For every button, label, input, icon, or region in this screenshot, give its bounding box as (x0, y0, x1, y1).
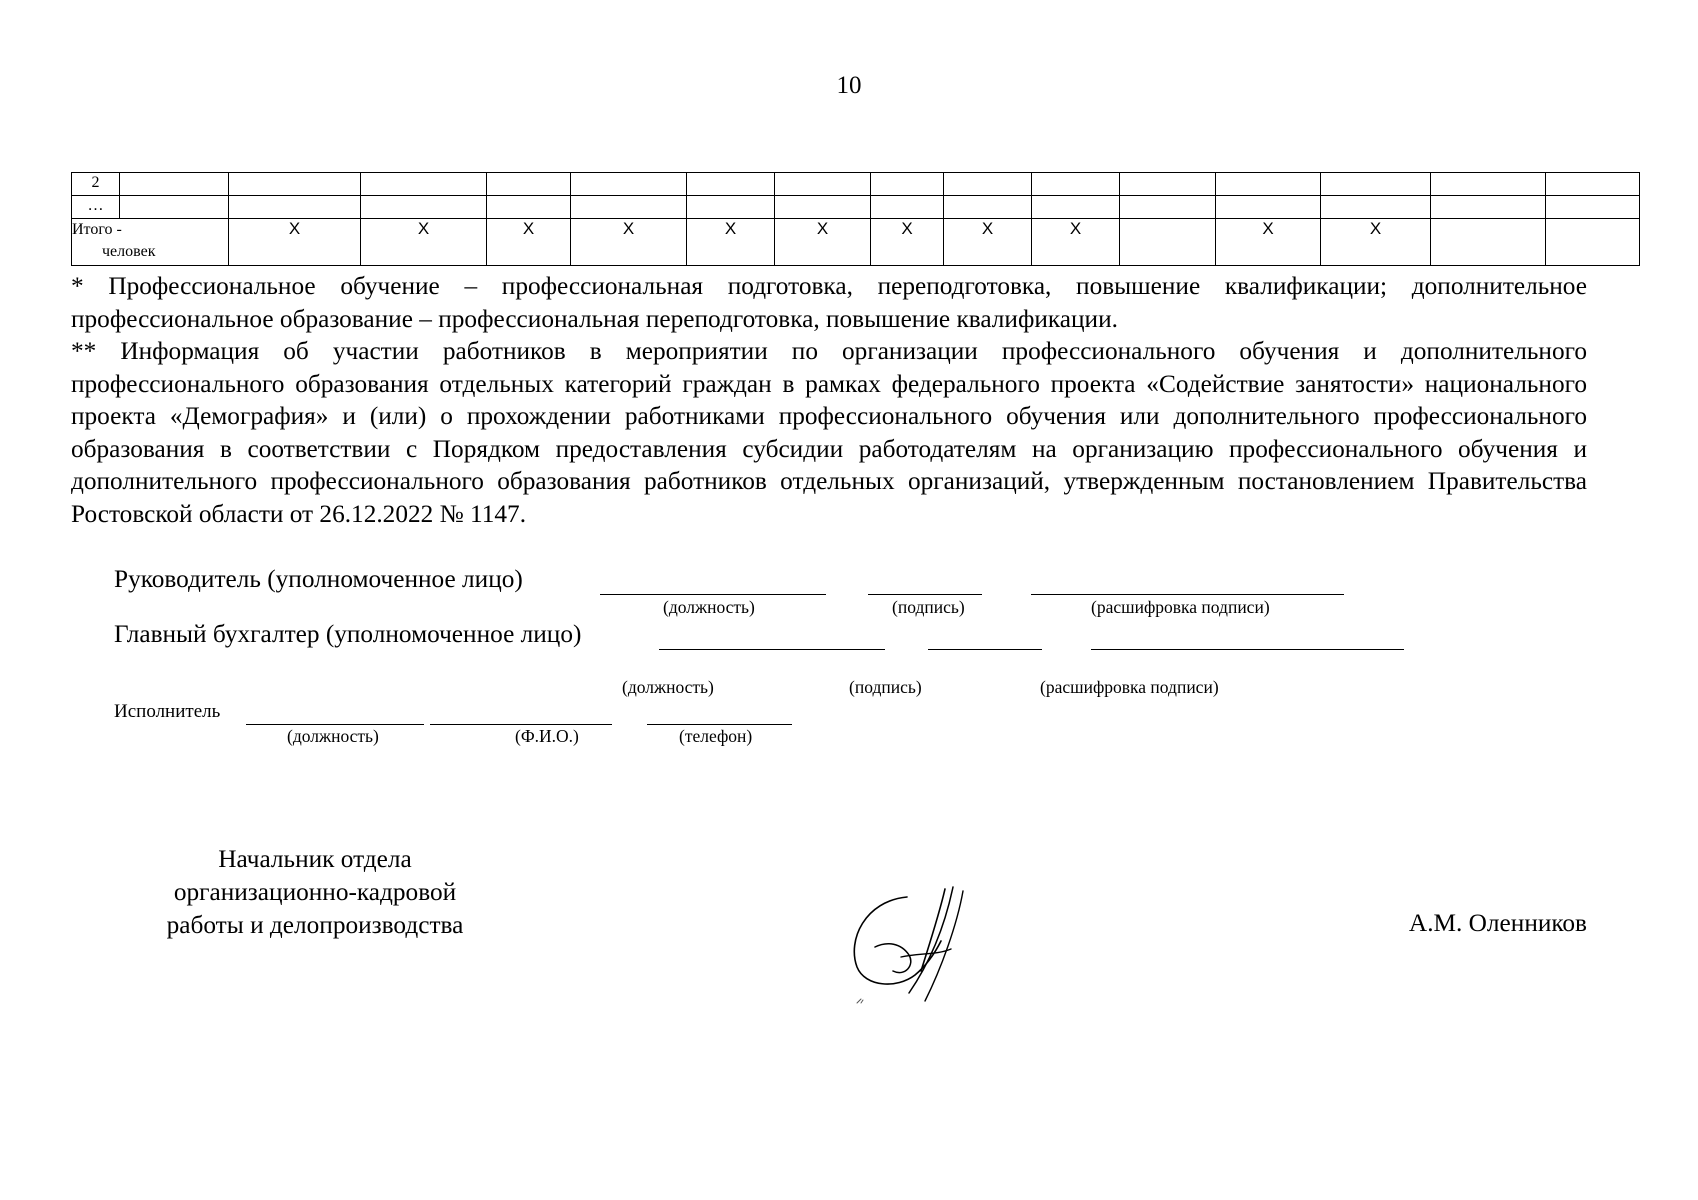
executor-position-caption: (должность) (287, 726, 379, 746)
table-cell (871, 173, 944, 196)
table-cell (229, 196, 361, 219)
total-cell (1546, 219, 1640, 266)
manager-signature-caption: (подпись) (892, 597, 965, 617)
total-cell: X (687, 219, 775, 266)
row-number-cell: … (72, 196, 120, 219)
executor-fio-line (430, 724, 612, 725)
table-cell (487, 173, 571, 196)
table-cell (944, 173, 1032, 196)
table-cell (775, 173, 871, 196)
table-cell (1431, 196, 1546, 219)
approval-title-line2: организационно-кадровой (173, 878, 457, 906)
table-cell (687, 196, 775, 219)
table-cell (1032, 196, 1120, 219)
total-cell: X (571, 219, 687, 266)
approval-title (100, 843, 530, 942)
table-cell (1032, 173, 1120, 196)
total-label-line2: человек (102, 243, 156, 260)
total-cell: X (775, 219, 871, 266)
table-cell (361, 173, 487, 196)
table-row (72, 173, 1640, 196)
table-cell (229, 173, 361, 196)
handwritten-signature (845, 885, 1025, 1010)
table-cell (1216, 173, 1321, 196)
total-cell: X (1321, 219, 1431, 266)
table-cell (571, 173, 687, 196)
row-number-cell: 2 (72, 173, 120, 196)
total-cell: X (1216, 219, 1321, 266)
accountant-label: Главный бухгалтер (уполномоченное лицо) (114, 620, 582, 648)
table-cell (1216, 196, 1321, 219)
table-cell (120, 173, 229, 196)
manager-position-caption: (должность) (663, 597, 755, 617)
manager-position-line (600, 594, 826, 595)
approval-title-line3: работы и делопроизводства (166, 911, 464, 939)
accountant-signature-caption: (подпись) (849, 677, 922, 697)
page-number: 10 (836, 72, 862, 99)
accountant-decoding-caption: (расшифровка подписи) (1040, 677, 1219, 697)
footnote-professional-training: * Профессиональное обучение – профессиональная подготовка, переподготовка, повышение квалификации; дополнительное профессиональное образование – профессиональная переподготовка, повышение квалификации. (71, 272, 1587, 333)
total-cell (1431, 219, 1546, 266)
table-cell (1546, 173, 1640, 196)
table-cell (871, 196, 944, 219)
table-cell (1321, 173, 1431, 196)
manager-label: Руководитель (уполномоченное лицо) (114, 565, 523, 593)
total-label-line1: Итого - (72, 221, 122, 238)
table-cell (571, 196, 687, 219)
table-cell (1431, 173, 1546, 196)
executor-phone-line (647, 724, 792, 725)
executor-fio-caption: (Ф.И.О.) (515, 726, 579, 746)
table-cell (120, 196, 229, 219)
executor-phone-caption: (телефон) (679, 726, 753, 746)
table-cell (944, 196, 1032, 219)
total-cell: X (361, 219, 487, 266)
table-cell (361, 196, 487, 219)
table-row (72, 196, 1640, 219)
table-cell (775, 196, 871, 219)
manager-decoding-caption: (расшифровка подписи) (1091, 597, 1270, 617)
table-cell (1546, 196, 1640, 219)
total-cell: X (944, 219, 1032, 266)
table-cell (687, 173, 775, 196)
summary-table (71, 172, 1640, 266)
total-row (72, 219, 1640, 266)
accountant-signature-line (928, 649, 1042, 650)
total-cell (1120, 219, 1216, 266)
manager-signature-line (868, 594, 982, 595)
approver-name: А.М. Оленников (1408, 909, 1587, 937)
table-cell (1120, 196, 1216, 219)
table-cell (1120, 173, 1216, 196)
accountant-decoding-line (1091, 649, 1404, 650)
total-cell: X (487, 219, 571, 266)
total-cell: X (1032, 219, 1120, 266)
table-cell (1321, 196, 1431, 219)
executor-position-line (246, 724, 424, 725)
total-cell: X (871, 219, 944, 266)
approval-title-line1: Начальник отдела (218, 845, 412, 873)
footnote-participation-info: ** Информация об участии работников в мероприятии по организации профессионального обучения и дополнительного профессионального образования отдельных категорий граждан в рамках федерального проекта «Содействие занятости» национального проекта «Демография» и (или) о прохождении работниками профессионального обучения или дополнительного профессионального образования в соответствии с Порядком предоставления субсидии работодателям на организацию профессионального обучения и дополнительного профессионального образования работников отдельных организаций, утвержденным постановлением Правительства Ростовской области от 26.12.2022 № 1147. (71, 337, 1587, 528)
accountant-position-caption: (должность) (622, 677, 714, 697)
accountant-position-line (659, 649, 885, 650)
total-cell: X (229, 219, 361, 266)
total-label-cell (72, 219, 229, 266)
table-cell (487, 196, 571, 219)
executor-label: Исполнитель (114, 701, 221, 722)
manager-decoding-line (1031, 594, 1344, 595)
